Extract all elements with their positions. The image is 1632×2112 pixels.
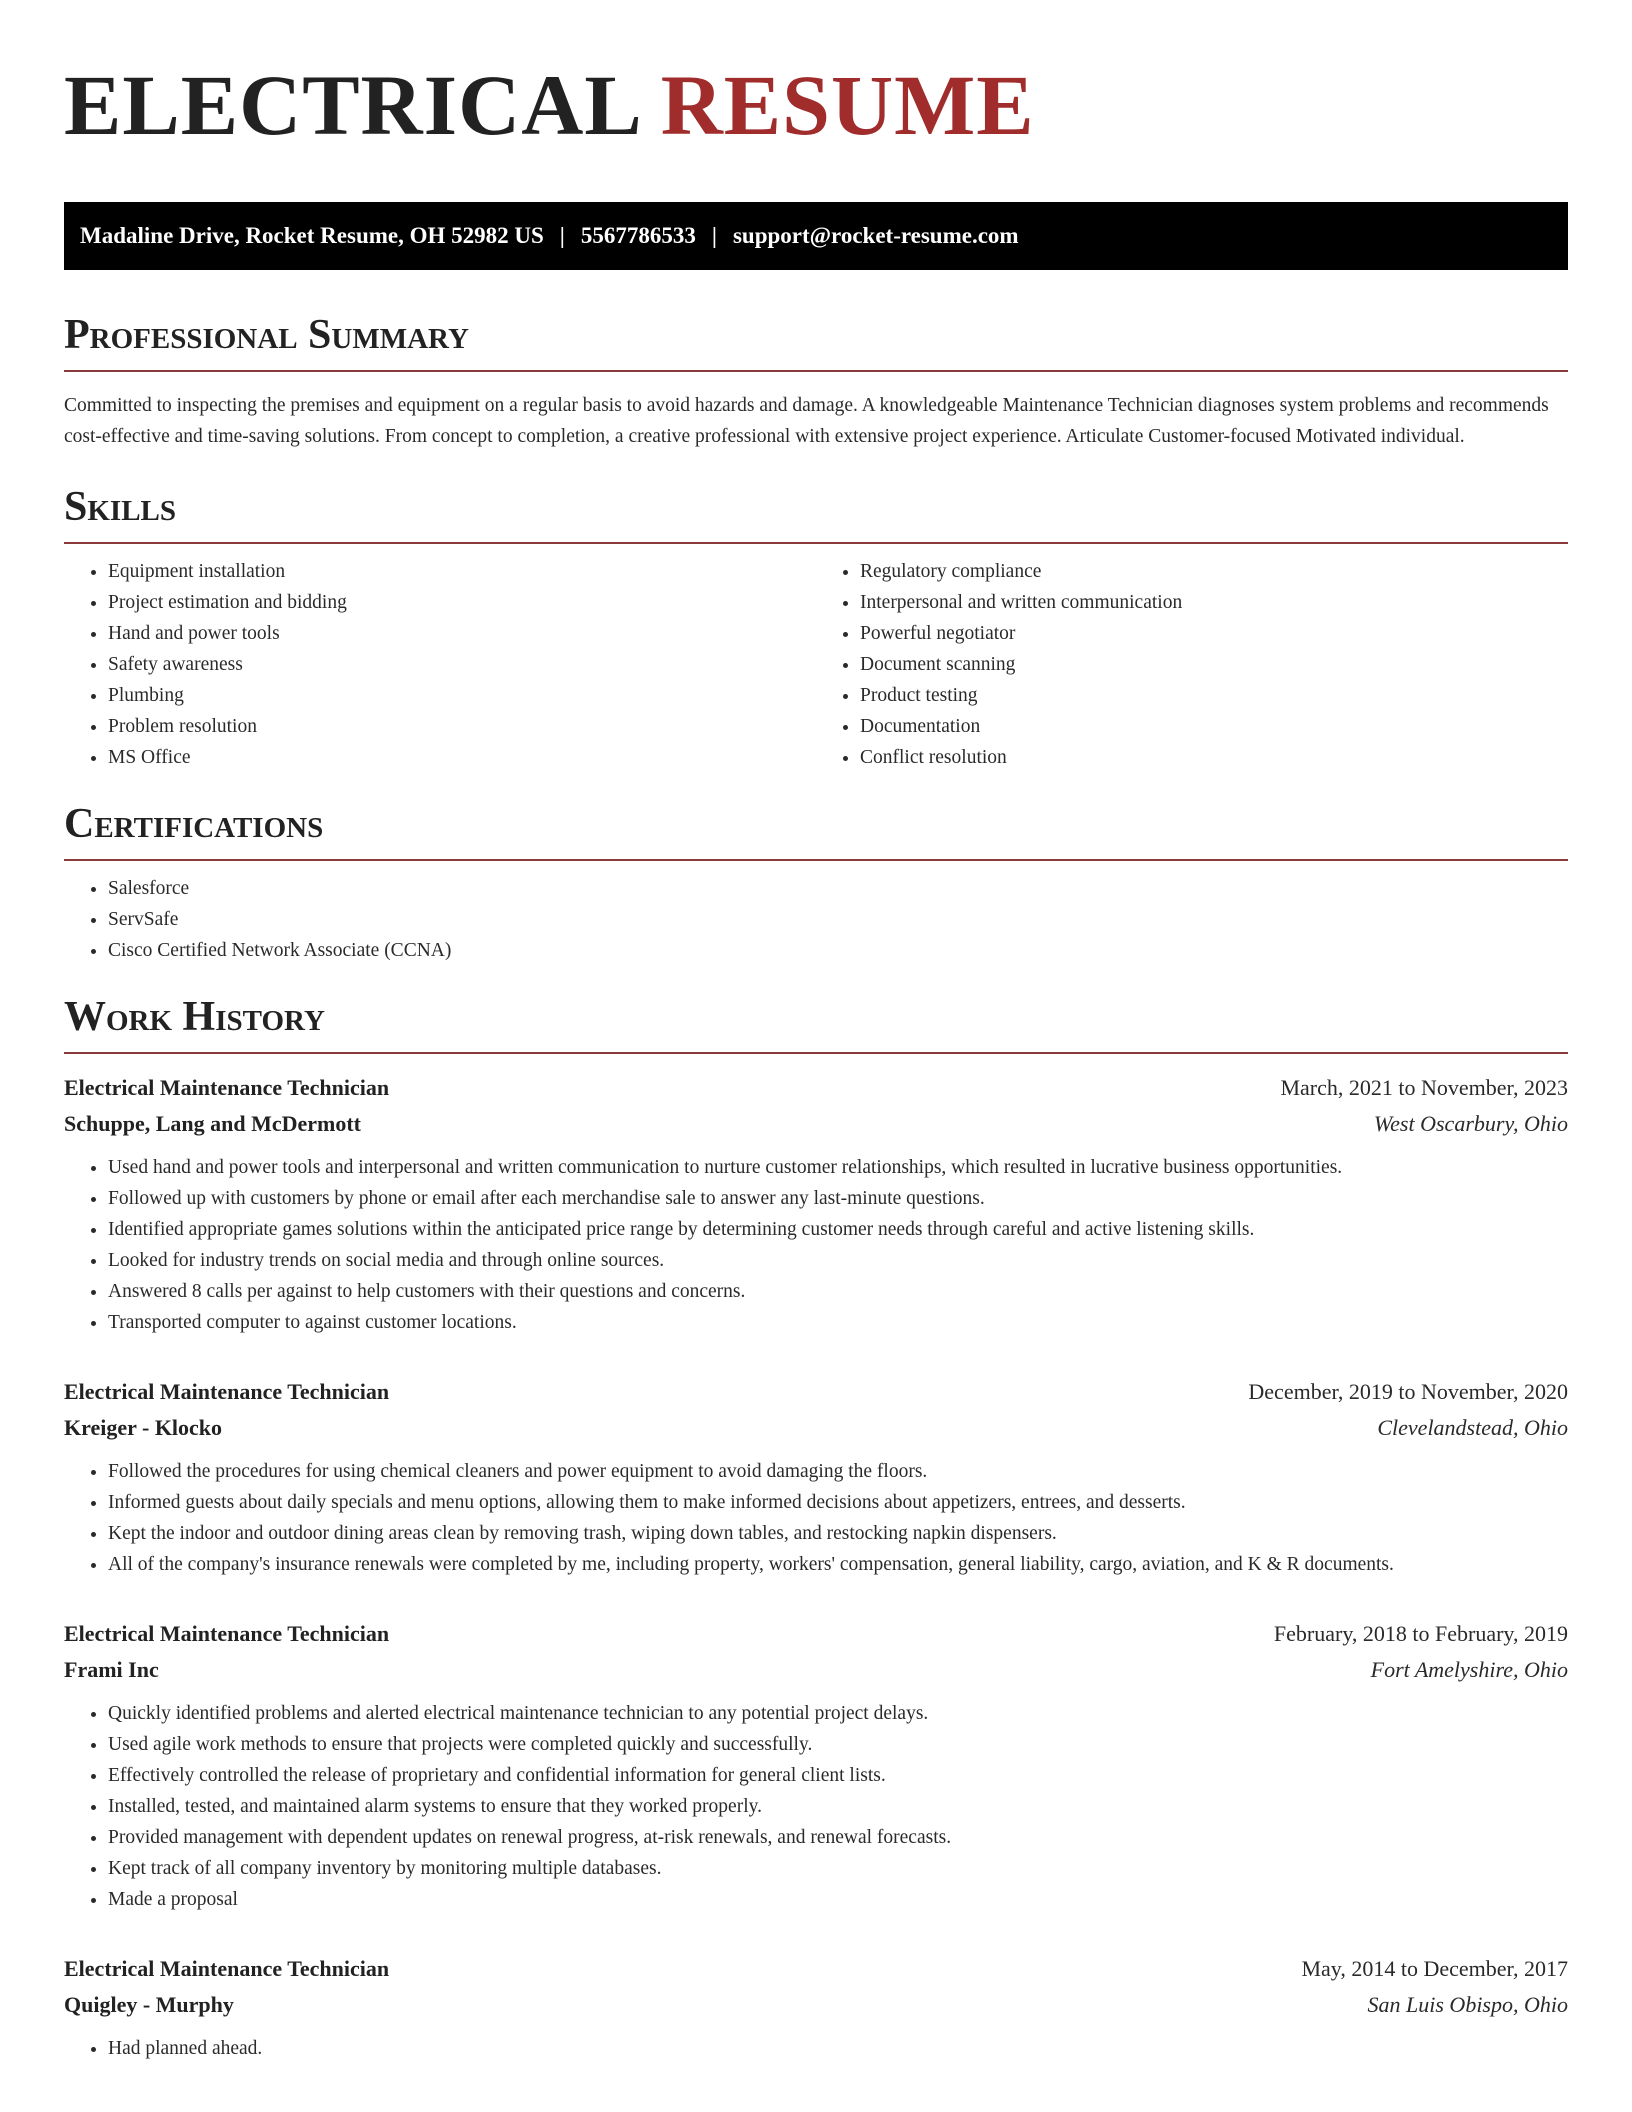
job-entry [64,1070,1568,1338]
job-bullet: • All of the company's insurance renewals were completed by me, including property, workers' compensation, general liability, cargo, aviation, and K & R documents. [108,1549,1568,1580]
section-skills [64,486,1568,773]
skill-item: • Document scanning [860,649,1568,680]
job-title: Electrical Maintenance Technician [64,1956,390,1981]
job-header-row [64,1374,1568,1410]
contact-address: Madaline Drive, Rocket Resume, OH 52982 US [80,223,544,248]
skills-list-right [816,556,1568,773]
job-bullet: • Kept track of all company inventory by monitoring multiple databases. [108,1853,1568,1884]
job-bullet: • Identified appropriate games solutions within the anticipated price range by determining customer needs through careful and active listening skills. [108,1214,1568,1245]
job-bullet: • Kept the indoor and outdoor dining areas clean by removing trash, wiping down tables, and restocking napkin dispensers. [108,1518,1568,1549]
job-location: West Oscarbury, Ohio [1373,1111,1568,1136]
section-summary [64,314,1568,452]
job-bullet: • Informed guests about daily specials and menu options, allowing them to make informed decisions about appetizers, entrees, and desserts. [108,1487,1568,1518]
section-work-history [64,996,1568,2064]
skill-item: • Hand and power tools [108,618,816,649]
skill-item: • MS Office [108,742,816,773]
job-header-row [64,1070,1568,1106]
skill-item: • Product testing [860,680,1568,711]
job-bullet: • Followed up with customers by phone or email after each merchandise sale to answer any last-minute questions. [108,1183,1568,1214]
skills-grid [64,544,1568,773]
job-dates: March, 2021 to November, 2023 [1280,1075,1568,1100]
job-location: Fort Amelyshire, Ohio [1370,1657,1568,1682]
job-company: Schuppe, Lang and McDermott [64,1111,362,1136]
job-company-row [64,1410,1568,1446]
job-bullet: • Provided management with dependent updates on renewal progress, at-risk renewals, and renewal forecasts. [108,1822,1568,1853]
job-bullet: • Answered 8 calls per against to help customers with their questions and concerns. [108,1276,1568,1307]
job-bullet: • Transported computer to against customer locations. [108,1307,1568,1338]
skill-item: • Problem resolution [108,711,816,742]
job-bullets [64,1152,1568,1338]
certification-item: • Salesforce [108,873,1568,904]
skill-item: • Equipment installation [108,556,816,587]
section-title-summary: Professional Summary [64,314,1568,372]
certification-item: • Cisco Certified Network Associate (CCNA) [108,935,1568,966]
job-company: Frami Inc [64,1657,159,1682]
job-bullet: • Followed the procedures for using chemical cleaners and power equipment to avoid damaging the floors. [108,1456,1568,1487]
skill-item: • Plumbing [108,680,816,711]
job-company: Quigley - Murphy [64,1992,234,2017]
job-bullets [64,2033,1568,2064]
skill-item: • Interpersonal and written communication [860,587,1568,618]
skill-item: • Project estimation and bidding [108,587,816,618]
job-company: Kreiger - Klocko [64,1415,223,1440]
job-location: San Luis Obispo, Ohio [1367,1992,1568,2017]
job-title: Electrical Maintenance Technician [64,1075,390,1100]
job-bullets [64,1698,1568,1915]
job-bullet: • Made a proposal [108,1884,1568,1915]
job-bullet: • Effectively controlled the release of proprietary and confidential information for general client lists. [108,1760,1568,1791]
skill-item: • Safety awareness [108,649,816,680]
job-title: Electrical Maintenance Technician [64,1621,390,1646]
name-last: RESUME [660,57,1035,153]
job-bullet: • Installed, tested, and maintained alarm systems to ensure that they worked properly. [108,1791,1568,1822]
job-bullet: • Used hand and power tools and interpersonal and written communication to nurture customer relationships, which resulted in lucrative business opportunities. [108,1152,1568,1183]
job-company-row [64,1106,1568,1142]
job-bullets [64,1456,1568,1580]
job-bullet: • Looked for industry trends on social media and through online sources. [108,1245,1568,1276]
contact-bar [64,202,1568,270]
skill-item: • Documentation [860,711,1568,742]
job-header-row [64,1951,1568,1987]
job-company-row [64,1987,1568,2023]
skill-item: • Powerful negotiator [860,618,1568,649]
job-title: Electrical Maintenance Technician [64,1379,390,1404]
contact-phone: 5567786533 [580,223,696,248]
job-entry [64,1616,1568,1915]
job-dates: May, 2014 to December, 2017 [1301,1956,1568,1981]
job-dates: February, 2018 to February, 2019 [1273,1621,1568,1646]
skill-item: • Conflict resolution [860,742,1568,773]
name-first: ELECTRICAL [64,57,643,153]
skills-list-left [64,556,816,773]
resume-name [64,57,1568,162]
job-bullet: • Had planned ahead. [108,2033,1568,2064]
contact-separator: | [559,223,565,248]
section-title-certifications: Certifications [64,803,1568,861]
summary-text: Committed to inspecting the premises and equipment on a regular basis to avoid hazards and damage. A knowledgeable Maintenance Technician diagnoses system problems and recommends cost-effective and time-saving solutions. From concept to completion, a creative professional with extensive project experience. Articulate Customer-focused Motivated individual. [64,395,1549,447]
skill-item: • Regulatory compliance [860,556,1568,587]
job-entry [64,1951,1568,2064]
certification-item: • ServSafe [108,904,1568,935]
certifications-list [64,873,1568,966]
job-bullet: • Used agile work methods to ensure that projects were completed quickly and successfully. [108,1729,1568,1760]
job-dates: December, 2019 to November, 2020 [1248,1379,1568,1404]
job-entry [64,1374,1568,1580]
job-bullet: • Quickly identified problems and alerted electrical maintenance technician to any potential project delays. [108,1698,1568,1729]
contact-email: support@rocket-resume.com [732,223,1019,248]
contact-separator: | [711,223,717,248]
section-title-skills: Skills [64,486,1568,544]
section-title-work-history: Work History [64,996,1568,1054]
job-company-row [64,1652,1568,1688]
job-header-row [64,1616,1568,1652]
section-certifications [64,803,1568,966]
job-location: Clevelandstead, Ohio [1377,1415,1568,1440]
